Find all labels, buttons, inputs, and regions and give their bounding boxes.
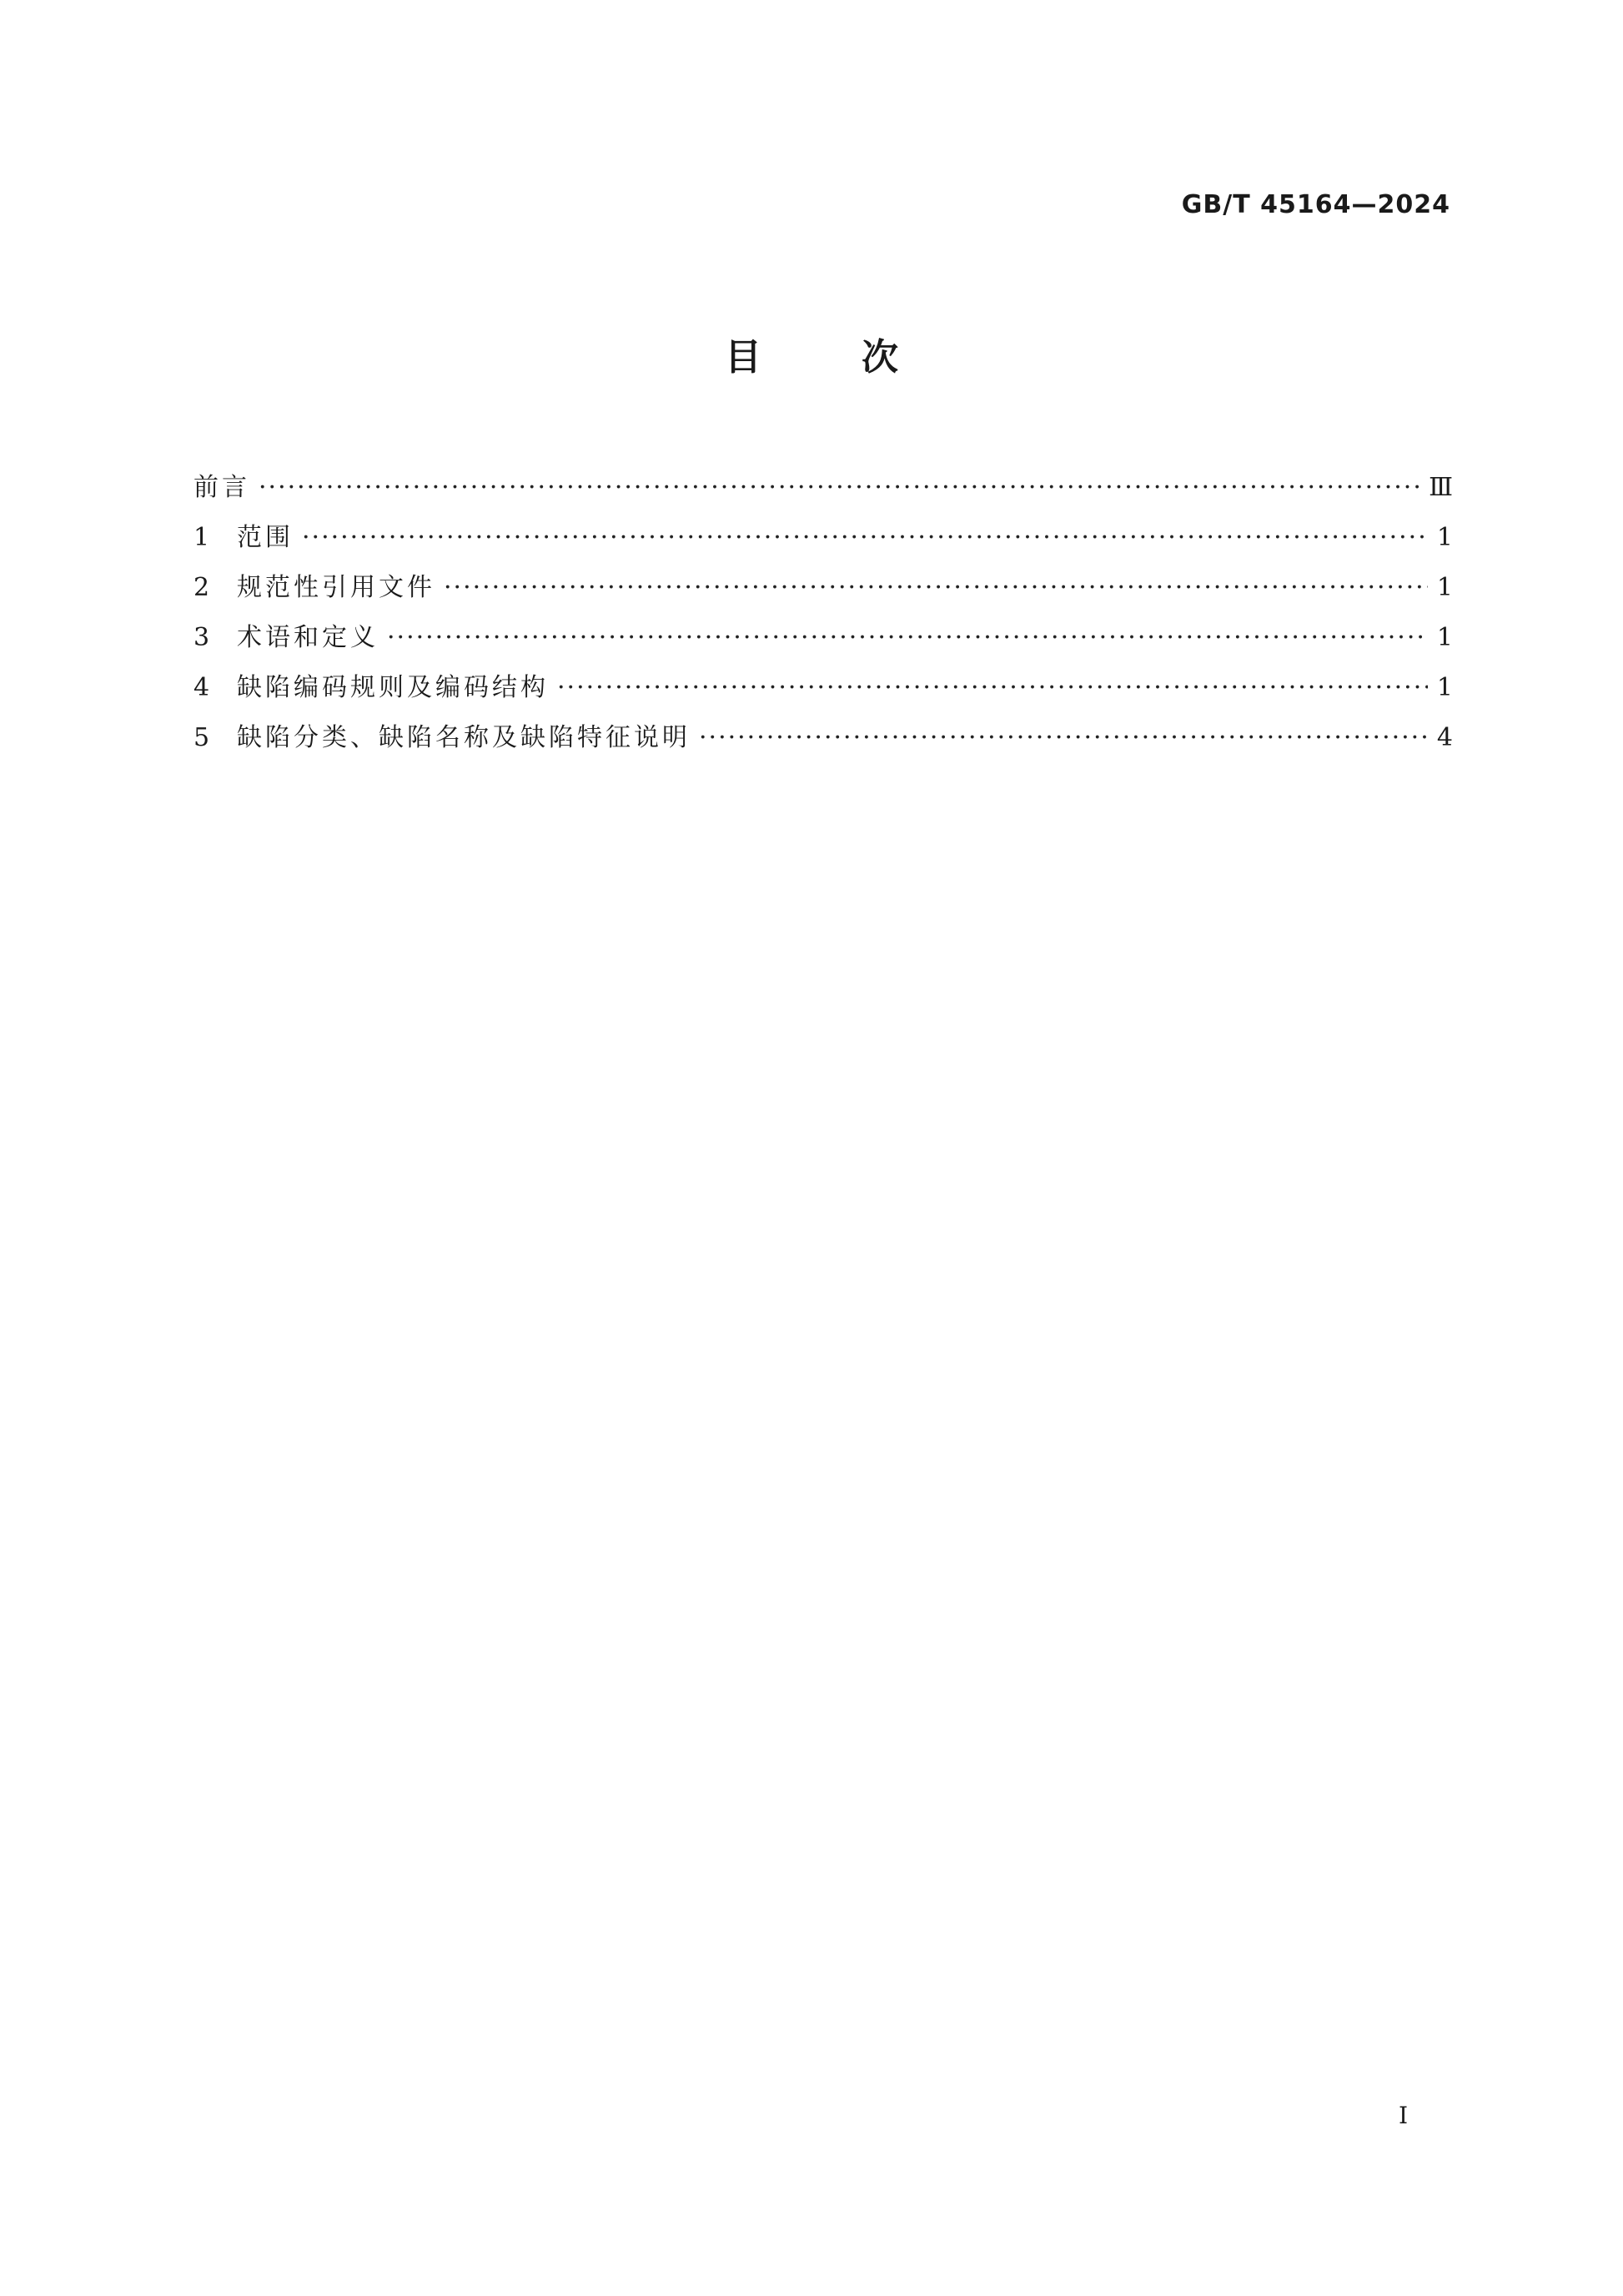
toc-entry-label: 缺陷分类、缺陷名称及缺陷特征说明 [237,723,691,752]
toc-entry-page: 4 [1436,723,1453,752]
standard-code: GB/T 45164—2024 [1181,190,1450,219]
toc-entry-scope[interactable] [193,513,1453,563]
table-of-contents [193,463,1453,763]
toc-leader-dots [259,463,1420,513]
toc-entry-terms-definitions[interactable] [193,613,1453,663]
toc-entry-page: Ⅲ [1429,473,1453,502]
page-title-char-2: 次 [862,336,898,379]
toc-entry-label: 术语和定义 [237,623,379,652]
toc-entry-number: 3 [193,623,210,652]
toc-entry-page: 1 [1436,623,1453,652]
toc-entry-number: 4 [193,673,210,702]
toc-entry-defect-classification[interactable] [193,713,1453,763]
toc-entry-page: 1 [1436,523,1453,552]
toc-leader-dots [387,613,1428,663]
toc-entry-normative-references[interactable] [193,563,1453,613]
toc-entry-label: 范围 [237,523,294,552]
toc-leader-dots [302,513,1428,563]
toc-entry-label: 前言 [193,473,250,502]
toc-leader-dots [444,563,1428,613]
toc-entry-page: 1 [1436,573,1453,602]
page-title [0,327,1623,380]
toc-entry-page: 1 [1436,673,1453,702]
toc-entry-coding-rules[interactable] [193,663,1453,713]
toc-entry-label: 缺陷编码规则及编码结构 [237,673,549,702]
page-number: I [1398,2102,1408,2129]
toc-entry-number: 2 [193,573,210,602]
toc-entry-number: 1 [193,523,210,552]
page-title-char-1: 目 [725,336,761,379]
toc-entry-foreword[interactable] [193,463,1453,513]
toc-entry-number: 5 [193,723,210,752]
toc-leader-dots [699,713,1428,763]
toc-leader-dots [557,663,1428,713]
toc-entry-label: 规范性引用文件 [237,573,435,602]
